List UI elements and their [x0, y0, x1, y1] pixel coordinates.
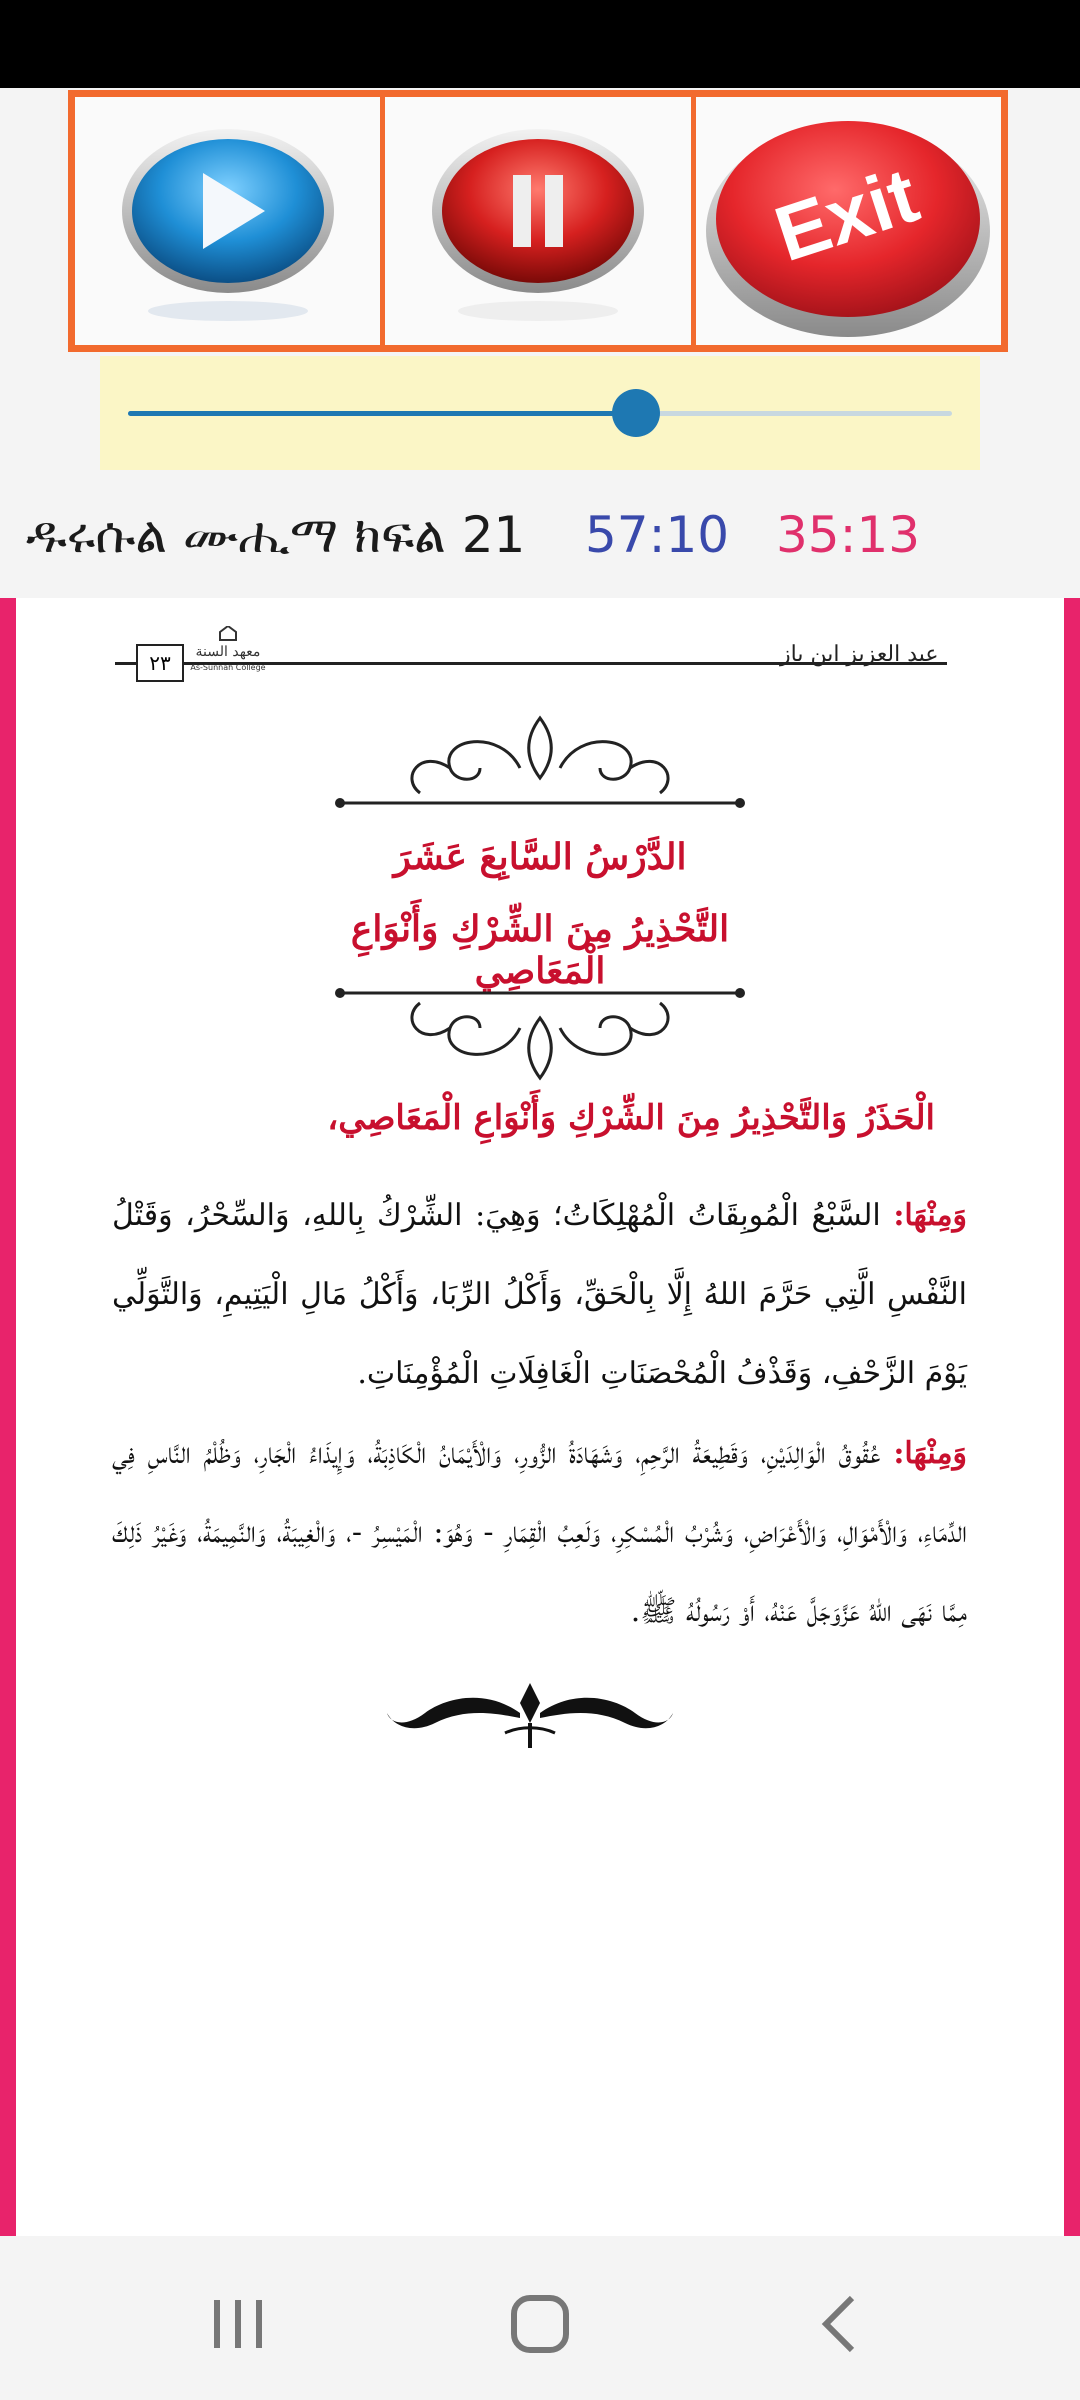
paragraph-2-lead: وَمِنْهَا:	[893, 1436, 967, 1471]
svg-text:As-Sunnah College: As-Sunnah College	[190, 663, 266, 672]
page-border-left	[0, 598, 16, 2236]
player-controls	[68, 90, 1008, 352]
end-ornament-icon	[385, 1678, 675, 1758]
exit-label: Exit	[765, 150, 929, 279]
paragraph-1	[112, 1176, 967, 1413]
home-icon[interactable]	[510, 2294, 570, 2354]
college-logo	[190, 626, 266, 676]
seek-bar-container	[100, 356, 980, 470]
pause-button[interactable]	[385, 97, 695, 345]
recent-apps-icon[interactable]	[208, 2294, 268, 2354]
play-icon	[103, 111, 353, 331]
paragraph-2-text: عُقُوقُ الْوَالِدَيْنِ، وَقَطِيعَةُ الرَّحِمِ، وَشَهَادَةُ الزُّورِ، وَالْأَيْمَانُ الْكَاذِبَةُ، وَإِيذَاءُ الْجَارِ، وَظُلْمُ النَّاسِ فِي الدِّمَاءِ، وَالْأَمْوَالِ، وَالْأَعْرَاضِ، وَشُرْبُ الْمُسْكِرِ، وَلَعِبُ الْقِمَارِ - وَهُوَ: الْمَيْسِرُ -، وَالْغِيبَةُ، وَالنَّمِيمَةُ، وَغَيْرُ ذَلِكَ مِمَّا نَهَى اللهُ عَزَّوَجَلَّ عَنْهُ، أَوْ رَسُولُهُ ﷺ.	[112, 1436, 967, 1629]
pause-icon	[413, 111, 663, 331]
exit-button[interactable]	[696, 97, 1001, 345]
system-nav-bar	[0, 2236, 1080, 2400]
lesson-subheading: التَّحْذِيرُ مِنَ الشِّرْكِ وَأَنْوَاعِ الْمَعَاصِي	[350, 908, 730, 992]
track-info	[0, 500, 1080, 580]
page-number: ٢٣	[136, 644, 184, 682]
seek-track[interactable]	[128, 411, 952, 416]
play-button[interactable]	[75, 97, 385, 345]
lesson-heading: الدَّرْسُ السَّابِعَ عَشَرَ	[393, 836, 687, 878]
bottom-ornament-icon	[330, 978, 750, 1088]
paragraph-2	[112, 1414, 967, 1651]
paragraph-1-lead: وَمِنْهَا:	[893, 1198, 967, 1233]
paragraph-1-text: السَّبْعُ الْمُوبِقَاتُ الْمُهْلِكَاتُ؛ وَهِيَ: الشِّرْكُ بِاللهِ، وَالسِّحْرُ، وَقَتْلُ النَّفْسِ الَّتِي حَرَّمَ اللهُ إِلَّا بِالْحَقِّ، وَأَكْلُ الرِّبَا، وَأَكْلُ مَالِ الْيَتِيمِ، وَالتَّوَلِّي يَوْمَ الزَّحْفِ، وَقَذْفُ الْمُحْصَنَاتِ الْغَافِلَاتِ الْمُؤْمِنَاتِ.	[112, 1198, 967, 1391]
seek-thumb[interactable]	[612, 389, 660, 437]
total-time: 57:10	[585, 506, 730, 564]
back-icon[interactable]	[812, 2294, 872, 2354]
section-title: الْحَذَرُ وَالتَّحْذِيرُ مِنَ الشِّرْكِ وَأَنْوَاعِ الْمَعَاصِي،	[327, 1098, 935, 1138]
author-header: عبد العزيز ابن باز	[780, 642, 939, 667]
exit-icon	[698, 101, 998, 341]
svg-text:معهد السنة: معهد السنة	[195, 644, 261, 660]
status-bar	[0, 0, 1080, 88]
elapsed-time: 35:13	[776, 506, 921, 564]
top-ornament-icon	[330, 708, 750, 818]
book-page[interactable]	[0, 598, 1080, 2236]
lesson-title: ዱሩሱል ሙሒማ ክፍል 21	[26, 506, 526, 564]
seek-progress	[128, 411, 636, 416]
page-border-right	[1064, 598, 1080, 2236]
